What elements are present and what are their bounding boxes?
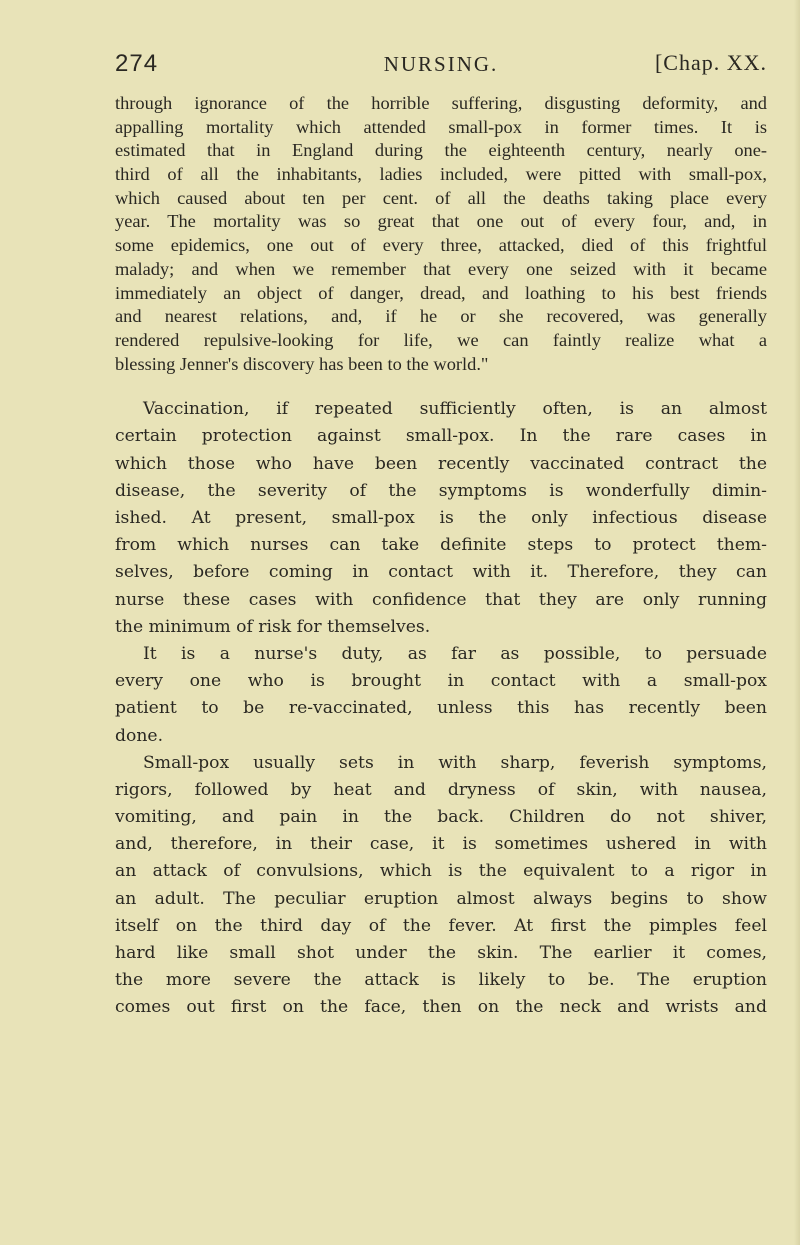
text-line: It is a nurse's duty, as far as possible, to persuade	[143, 643, 767, 664]
text-line: malady; and when we remember that every one seized with it became	[115, 258, 767, 279]
page-number: 274	[115, 50, 159, 77]
text-line: itself on the third day of the fever. At first the pimples feel	[115, 915, 767, 936]
text-line: through ignorance of the horrible suffering, disgusting deformity, and	[115, 93, 767, 113]
text-line: some epidemics, one out of every three, attacked, died of this frightful	[115, 235, 767, 256]
text-line: and, therefore, in their case, it is sometimes ushered in with	[115, 834, 767, 855]
text-line: an adult. The peculiar eruption almost always begins to show	[115, 888, 767, 909]
text-line: an attack of convulsions, which is the equivalent to a rigor in	[115, 861, 767, 882]
text-line: selves, before coming in contact with it. Therefore, they can	[115, 562, 767, 583]
text-line: which caused about ten per cent. of all the deaths taking place every	[115, 187, 767, 208]
text-line: certain protection against small-pox. In the rare cases in	[115, 426, 767, 447]
text-line: Vaccination, if repeated sufficiently often, is an almost	[143, 399, 767, 420]
text-line: ished. At present, small-pox is the only infectious disease	[115, 508, 767, 528]
text-line: every one who is brought in contact with a small-pox	[115, 671, 767, 692]
paragraph-quote-continuation	[115, 92, 767, 376]
running-head	[115, 50, 767, 82]
body-text	[115, 92, 767, 1022]
text-line: from which nurses can take definite steps to protect them-	[115, 535, 767, 556]
text-line: rendered repulsive-looking for life, we can faintly realize what a	[115, 329, 767, 350]
text-line: immediately an object of danger, dread, and loathing to his best friends	[115, 282, 767, 303]
text-line: year. The mortality was so great that one out of every four, and, in	[115, 211, 767, 232]
text-line: Small-pox usually sets in with sharp, feverish symptoms,	[143, 752, 767, 773]
text-line: which those who have been recently vaccinated contract the	[115, 453, 767, 474]
text-line: appalling mortality which attended small-pox in former times. It is	[115, 116, 767, 137]
text-line: done.	[115, 725, 164, 746]
text-line: rigors, followed by heat and dryness of skin, with nausea,	[115, 779, 767, 800]
text-line: nurse these cases with confidence that they are only running	[115, 589, 767, 610]
text-line: the more severe the attack is likely to be. The eruption	[115, 970, 767, 991]
text-line: estimated that in England during the eighteenth century, nearly one-	[115, 140, 767, 161]
paragraph-vaccination	[115, 396, 767, 1021]
text-line: and nearest relations, and, if he or she recovered, was generally	[115, 306, 767, 327]
text-line: hard like small shot under the skin. The earlier it comes,	[115, 943, 767, 963]
chapter-reference: [Chap. XX.	[654, 50, 767, 75]
text-line: disease, the severity of the symptoms is wonderfully dimin-	[115, 480, 767, 501]
text-line: the minimum of risk for themselves.	[115, 616, 431, 637]
text-line: patient to be re-vaccinated, unless this has recently been	[115, 698, 767, 719]
text-line: blessing Jenner's discovery has been to the world."	[115, 353, 489, 374]
text-line: third of all the inhabitants, ladies included, were pitted with small-pox,	[115, 164, 767, 185]
page-edge-shadow	[794, 0, 800, 1245]
running-title: NURSING.	[383, 52, 499, 76]
text-line: vomiting, and pain in the back. Children do not shiver,	[115, 807, 767, 828]
text-line: comes out first on the face, then on the neck and wrists and	[115, 997, 767, 1018]
